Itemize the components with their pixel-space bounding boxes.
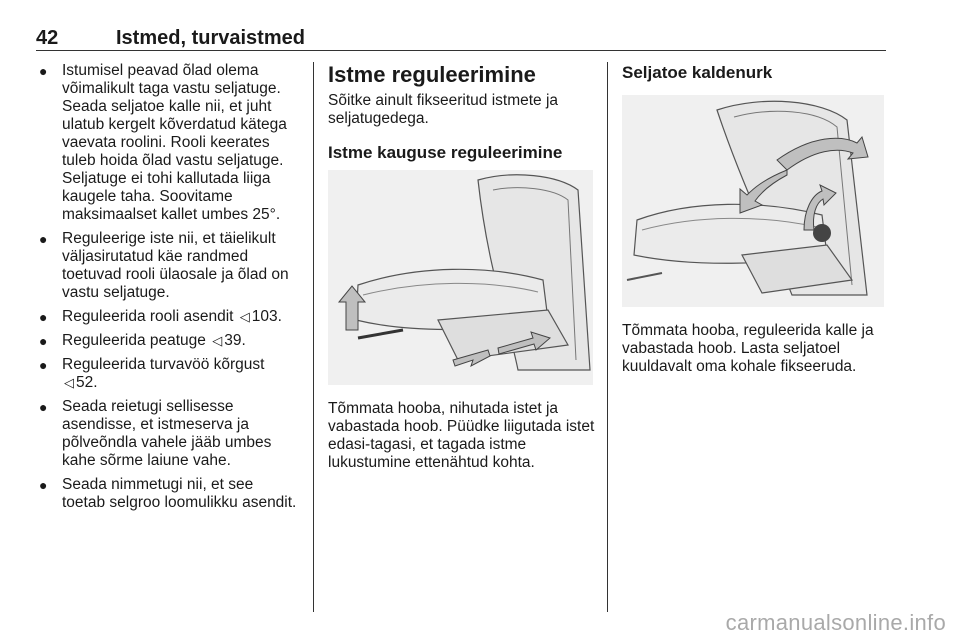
column-2 <box>328 62 596 164</box>
list-item: ● Seada nimmetugi nii, et see toetab selgroo loomulikku asendit. <box>39 476 297 511</box>
bullet-icon: ● <box>39 399 48 415</box>
page-reference-link[interactable]: 103. <box>251 308 282 325</box>
page-reference-link[interactable]: 39. <box>224 332 246 349</box>
bullet-icon: ● <box>39 477 48 493</box>
section-heading: Istme reguleerimine <box>328 62 536 87</box>
page-reference-link[interactable]: 52. <box>76 374 98 391</box>
caption-recline: Tõmmata hooba, reguleerida kalle ja vabastada hoob. Lasta seljatoel kuuldavalt oma kohale fikseeruda. <box>622 322 874 375</box>
column-1 <box>36 62 298 518</box>
backrest-recline-illustration <box>622 95 884 307</box>
list-item: ● Reguleerida turvavöö kõrgust ◁ 52. <box>39 356 265 391</box>
bullet-icon: ● <box>39 231 48 247</box>
bullet-icon: ● <box>39 63 48 79</box>
subheading-distance: Istme kauguse reguleerimine <box>328 143 563 162</box>
caption-block-recline <box>622 322 886 376</box>
bullet-icon: ● <box>39 333 48 349</box>
reference-arrow-icon: ◁ <box>212 333 223 348</box>
seat-distance-drawing <box>328 170 593 385</box>
watermark: carmanualsonline.info <box>725 610 946 635</box>
list-item: ● Reguleerida peatuge ◁ 39. <box>39 332 246 349</box>
bullet-icon: ● <box>39 357 48 373</box>
intro-text: Sõitke ainult fikseeritud istmete ja seljatugedega. <box>328 92 559 127</box>
list-item: ● Reguleerida rooli asendit ◁ 103. <box>39 308 282 325</box>
column-3 <box>622 62 886 84</box>
subheading-recline: Seljatoe kaldenurk <box>622 63 773 82</box>
backrest-recline-drawing <box>622 95 884 307</box>
page-number: 42 <box>36 27 59 49</box>
bullet-icon: ● <box>39 309 48 325</box>
list-item: ● Istumisel peavad õlad olema võimalikult taga vastu seljatuge. Seada seljatoe kalle nii, et juht ulatub kergelt kõverdatud kätega vaevata roolini. Rooli keerates tuleb hoida õlad vastu seljatuge. Seljatuge ei tohi kallutada liiga kaugele taha. Soovitame maksimaalset kallet umbes 25°. <box>39 62 287 223</box>
seat-distance-illustration <box>328 170 593 385</box>
list-item: ● Reguleerige iste nii, et täielikult väljasirutatud käe randmed toetuvad rooli ülaosale ja õlad on vastu seljatuge. <box>39 230 289 301</box>
reference-arrow-icon: ◁ <box>64 375 74 390</box>
list-item: ● Seada reietugi sellisesse asendisse, et istmeserva ja põlveõndla vahele jääb umbes kahe sõrme laiune vahe. <box>39 398 272 469</box>
reference-arrow-icon: ◁ <box>239 309 250 324</box>
column-divider-2 <box>607 62 608 612</box>
section-title: Istmed, turvaistmed <box>116 27 305 49</box>
column-divider-1 <box>313 62 314 612</box>
caption-block-distance <box>328 400 596 472</box>
seating-tips-list <box>36 62 298 512</box>
header-divider <box>36 50 886 51</box>
caption-distance: Tõmmata hooba, nihutada istet ja vabastada hoob. Püüdke liigutada istet edasi-tagasi, et tagada istme lukustumine ettenähtud kohta. <box>328 400 595 471</box>
